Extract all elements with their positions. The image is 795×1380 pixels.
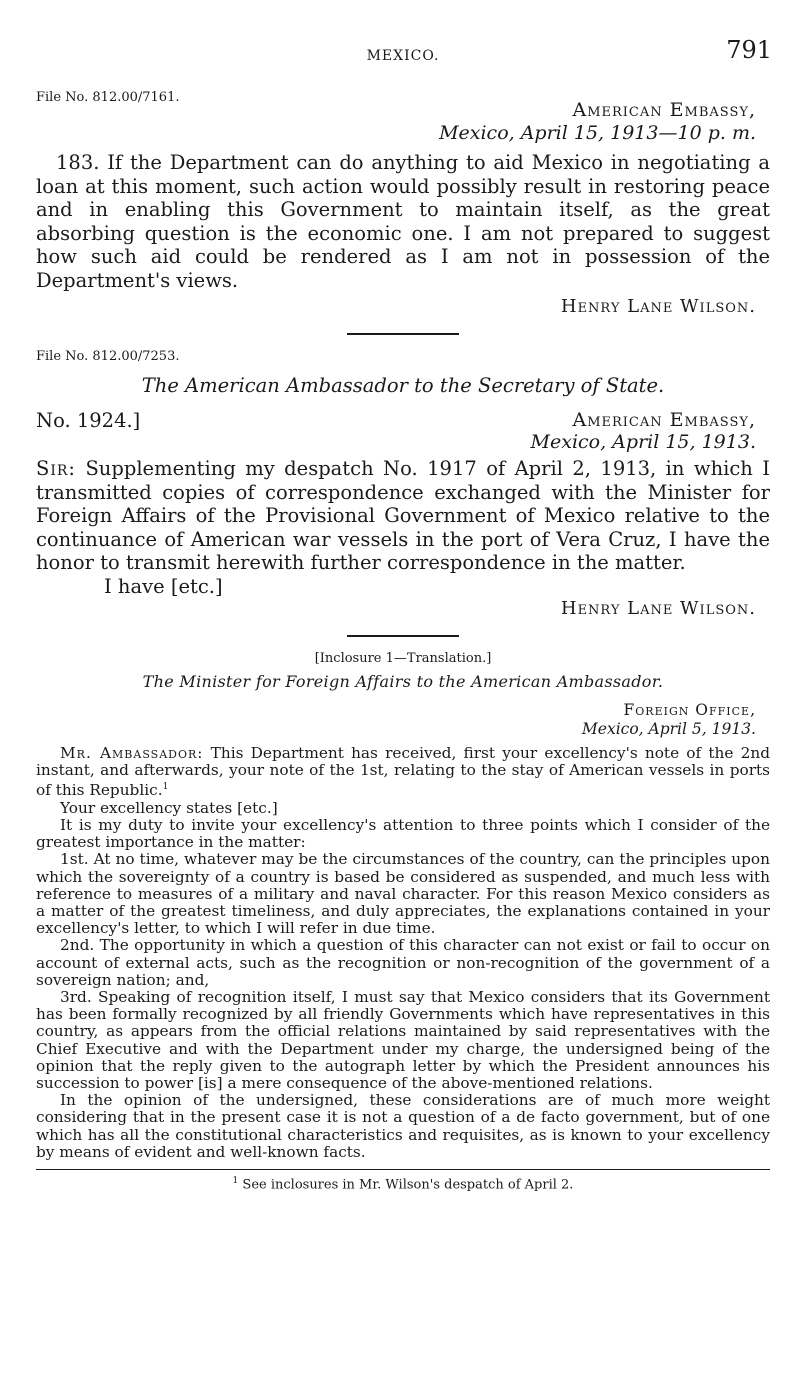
closing: I have [etc.]: [104, 574, 223, 598]
dateline: Mexico, April 5, 1913.: [581, 720, 756, 738]
paragraph-1-text: This Department has received, first your excellency's note of the 2nd instant, and afterwards, your note of the 1st, relating to the stay of American vessels in ports of this Republic.: [36, 744, 770, 800]
salutation: Sir:: [36, 457, 76, 480]
despatch-number: No. 1924.]: [36, 409, 141, 432]
section-divider: [347, 635, 459, 637]
telegram-body: 183. If the Department can do anything to aid Mexico in negotiating a loan at this moment, such action would possibly result in restoring peace and in enabling this Government to maintain itself, as the great absorbing question is the economic one. I am not prepared to suggest how such aid could be rendered as I am not in possession of the Department's views.: [36, 151, 770, 292]
file-number: File No. 812.00/7253.: [36, 349, 180, 364]
inclosure: [36, 651, 770, 1161]
office-dateline: [36, 701, 756, 739]
paragraph-7: In the opinion of the undersigned, these considerations are of much more weight considering that in the present case it is not a question of a de facto government, but of one which has all the constitutional characteristics and requisites, as is known to your excellency by means of evident and well-known facts.: [36, 1091, 770, 1161]
footnote-divider: [36, 1169, 770, 1170]
despatch-header: [36, 409, 770, 457]
page-number: 791: [726, 36, 772, 64]
document-title: The American Ambassador to the Secretary of State.: [141, 374, 665, 397]
paragraph-4: 1st. At no time, whatever may be the circumstances of the country, can the principles upon which the sovereignty of a country is based be considered as suspended, and much less with reference to measures of a military and naval character. For this reason Mexico considers as a matter of the greatest timeliness, and duly appreciates, the explanations contained in your excellency's letter, to which I will refer in due time.: [36, 850, 770, 938]
signature: Henry Lane Wilson.: [560, 598, 756, 619]
footnote-mark: 1: [232, 1175, 239, 1186]
paragraph-1: [36, 745, 770, 800]
inclosure-label: [Inclosure 1—Translation.]: [314, 651, 492, 666]
signature: Henry Lane Wilson.: [560, 296, 756, 317]
running-head: [36, 30, 770, 70]
section-divider: [347, 333, 459, 335]
dateline: Mexico, April 15, 1913.: [530, 431, 756, 453]
salutation: Mr. Ambassador:: [60, 744, 204, 762]
embassy-name: American Embassy,: [572, 409, 756, 431]
running-title: MEXICO.: [366, 48, 440, 64]
paragraph-5: 2nd. The opportunity in which a question of this character can not exist or fail to occur on account of external acts, such as the recognition or non-recognition of the government of a sovereign nation; and,: [36, 936, 770, 989]
paragraph-2: Your excellency states [etc.]: [60, 798, 278, 817]
despatch-text: Supplementing my despatch No. 1917 of April 2, 1913, in which I transmitted copies of correspondence exchanged with the Minister for Foreign Affairs of the Provisional Government of Mexico relative to the continuance of American war vessels in the port of Vera Cruz, I have the honor to transmit herewith further correspondence in the matter.: [36, 457, 770, 574]
footnote: [36, 1176, 770, 1192]
footnote-ref: 1: [162, 782, 169, 793]
document-2: [36, 349, 770, 619]
document-page: [36, 30, 770, 1192]
paragraph-6: 3rd. Speaking of recognition itself, I must say that Mexico considers that its Government has been formally recognized by all friendly Governments which have representatives in this country, as appears from the official relations maintained by said representatives with the Chief Executive and with the Department under my charge, the undersigned being of the opinion that the reply given to the autograph letter by which the President announces his succession to power [is] a mere consequence of the above-mentioned relations.: [36, 987, 770, 1092]
footnote-text: See inclosures in Mr. Wilson's despatch of April 2.: [242, 1177, 574, 1193]
embassy-name: American Embassy,: [572, 99, 756, 121]
document-1: [36, 90, 770, 317]
embassy-dateline: [36, 99, 756, 145]
paragraph-3: It is my duty to invite your excellency's attention to three points which I consider of the greatest importance in the matter:: [36, 815, 770, 852]
despatch-body: [36, 457, 770, 575]
file-number: File No. 812.00/7161.: [36, 90, 180, 105]
embassy-dateline: [531, 409, 756, 453]
inclosure-title: The Minister for Foreign Affairs to the American Ambassador.: [142, 672, 664, 691]
dateline: Mexico, April 15, 1913—10 p. m.: [439, 122, 756, 144]
office-name: Foreign Office,: [623, 701, 756, 719]
